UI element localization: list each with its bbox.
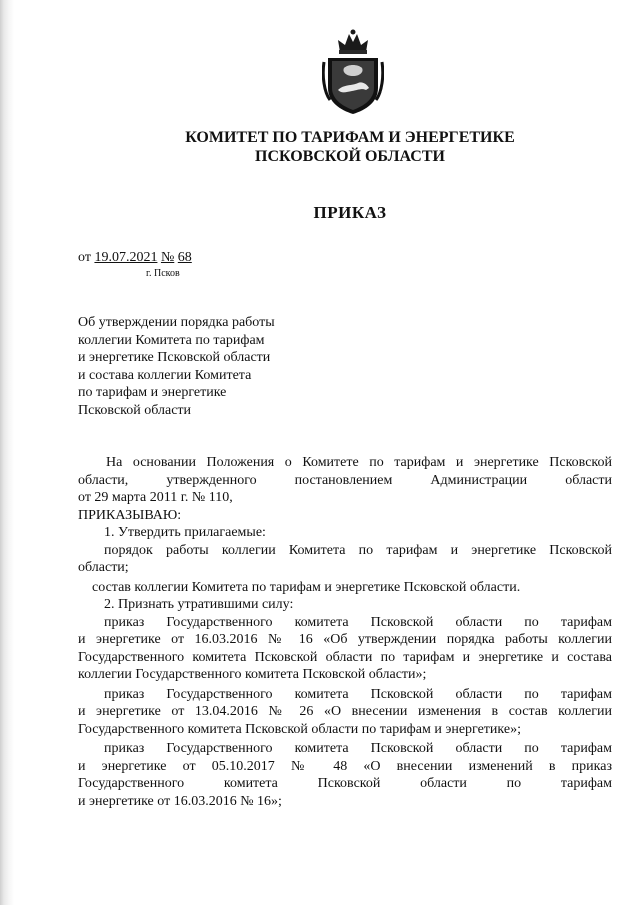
date-prefix: от	[78, 250, 91, 265]
subject-line: и состава коллегии Комитета	[78, 367, 252, 383]
item-2a-line-2: и энергетике от 16.03.2016 № 16 «Об утверждении порядка работы коллегии	[78, 632, 612, 647]
item-1a-line-1: порядок работы коллегии Комитета по тарифам и энергетике Псковской	[104, 542, 612, 558]
item-2c-line-2: и энергетике от 05.10.2017 № 48 «О внесении изменений в приказ	[78, 758, 612, 774]
item-2: 2. Признать утратившими силу:	[104, 597, 294, 612]
subject-line: по тарифам и энергетике	[78, 385, 227, 400]
city-label: г. Псков	[146, 268, 180, 279]
basis-line-1: На основании Положения о Комитете по тарифам и энергетике Псковской	[106, 455, 612, 470]
document-date: 19.07.2021	[94, 250, 158, 265]
item-2a-line-1: приказ Государственного комитета Псковской области по тарифам	[104, 614, 612, 630]
item-1: 1. Утвердить прилагаемые:	[104, 525, 266, 540]
item-2c-line-3: Государственного комитета Псковской области по тарифам	[78, 776, 612, 791]
org-line-2: ПСКОВСКОЙ ОБЛАСТИ	[255, 148, 445, 165]
subject-line: коллегии Комитета по тарифам	[78, 332, 265, 348]
item-2a-line-3: Государственного комитета Псковской области по тарифам и энергетике и состава	[78, 649, 612, 665]
scan-edge-shadow	[0, 0, 14, 905]
organization-name	[150, 128, 550, 166]
item-2a-line-4: коллегии Государственного комитета Псковской области»;	[78, 667, 427, 682]
basis-line-3: от 29 марта 2011 г. № 110,	[78, 490, 233, 505]
number-sign: №	[160, 250, 175, 265]
order-word: ПРИКАЗЫВАЮ:	[78, 507, 182, 523]
item-2c-line-1: приказ Государственного комитета Псковской области по тарифам	[104, 741, 612, 756]
item-1b: состав коллегии Комитета по тарифам и энергетике Псковской области.	[92, 579, 521, 595]
subject-block	[78, 314, 275, 419]
document-number: 68	[177, 250, 192, 265]
subject-line: Об утверждении порядка работы	[78, 315, 275, 330]
coat-of-arms-icon	[322, 28, 384, 116]
order-body	[78, 454, 612, 810]
org-line-1: КОМИТЕТ ПО ТАРИФАМ И ЭНЕРГЕТИКЕ	[185, 129, 515, 146]
basis-line-2: области, утвержденного постановлением Администрации области	[78, 472, 612, 488]
item-2b-line-1: приказ Государственного комитета Псковской области по тарифам	[104, 686, 612, 702]
item-2c-line-4: и энергетике от 16.03.2016 № 16»;	[78, 793, 282, 809]
subject-line: и энергетике Псковской области	[78, 350, 271, 365]
item-1a-line-2: области;	[78, 560, 129, 575]
subject-line: Псковской области	[78, 402, 192, 418]
document-type-title: ПРИКАЗ	[313, 203, 387, 222]
date-number-line	[78, 250, 192, 266]
item-2b-line-3: Государственного комитета Псковской области по тарифам и энергетике»;	[78, 721, 521, 737]
item-2b-line-2: и энергетике от 13.04.2016 № 26 «О внесении изменения в состав коллегии	[78, 704, 612, 719]
